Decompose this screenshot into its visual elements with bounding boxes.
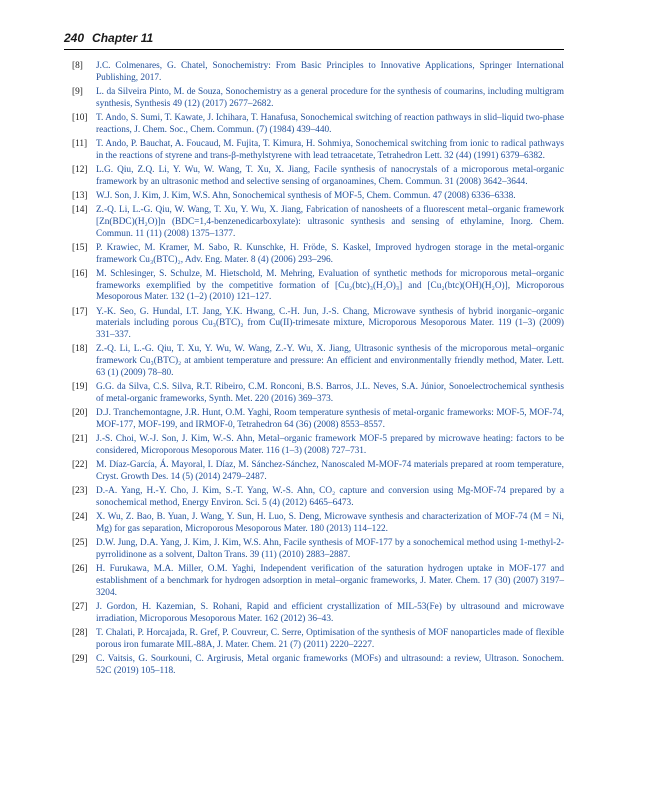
reference-item — [64, 486, 564, 509]
reference-number: [29] — [72, 653, 88, 664]
reference-item — [64, 87, 564, 110]
reference-text[interactable]: X. Wu, Z. Bao, B. Yuan, J. Wang, Y. Sun, H. Luo, S. Deng, Microwave synthesis and characterization of MOF-74 (M = Ni, Mg) for gas separation, Microporous Mesoporous Mater. 180 (2013) 114–122. — [96, 512, 564, 534]
chapter-title: Chapter 11 — [92, 31, 154, 45]
reference-number: [26] — [72, 564, 88, 575]
reference-number: [12] — [72, 165, 88, 175]
reference-item — [64, 408, 564, 431]
reference-item — [64, 460, 564, 483]
reference-item — [64, 344, 564, 379]
reference-text[interactable]: H. Furukawa, M.A. Miller, O.M. Yaghi, Independent verification of the saturation hydrogen uptake in MOF-177 and establishment of a benchmark for hydrogen adsorption in metal–organic frameworks, J. Mater. Chem. 17 (30) (2007) 3197–3204. — [96, 564, 564, 598]
reference-number: [27] — [72, 601, 88, 612]
reference-item — [64, 191, 564, 203]
reference-number: [22] — [72, 460, 88, 471]
reference-item — [64, 538, 564, 561]
reference-item — [64, 628, 564, 651]
reference-number: [17] — [72, 306, 88, 317]
reference-text[interactable]: C. Vaitsis, G. Sourkouni, C. Argirusis, Metal organic frameworks (MOFs) and ultrasound: a review, Ultrason. Sonochem. 52C (2019) 105–118. — [96, 653, 564, 676]
reference-item — [64, 434, 564, 457]
reference-item — [64, 113, 564, 136]
page-number: 240 — [64, 31, 85, 45]
reference-number: [11] — [72, 139, 88, 149]
reference-number: [13] — [72, 191, 88, 201]
reference-item — [64, 139, 564, 162]
reference-number: [25] — [72, 538, 88, 549]
reference-number: [18] — [72, 344, 88, 355]
reference-text[interactable]: Z.-Q. Li, L.-G. Qiu, T. Xu, Y. Wu, W. Wang, Z.-Y. Wu, X. Jiang, Ultrasonic synthesis of the microporous metal–organic framework Cu₃(BTC)₂ at ambient temperature and pressure: An efficient and environmentally friendly method, Mater. Lett. 63 (1) (2009) 78–80. — [96, 344, 564, 378]
reference-item — [64, 243, 564, 266]
reference-number: [8] — [72, 61, 83, 71]
reference-item — [64, 205, 564, 240]
reference-text[interactable]: Y.-K. Seo, G. Hundal, I.T. Jang, Y.K. Hwang, C.-H. Jun, J.-S. Chang, Microwave synthesis of hybrid inorganic–organic materials including porous Cu₃(BTC)₂ from Cu(II)-trimesate mixture, Microporous Mesoporous Mater. 119 (1–3) (2009) 331–337. — [96, 306, 564, 341]
reference-number: [20] — [72, 408, 88, 419]
reference-number: [23] — [72, 486, 88, 497]
reference-text[interactable]: P. Krawiec, M. Kramer, M. Sabo, R. Kunschke, H. Fröde, S. Kaskel, Improved hydrogen storage in the metal-organic framework Cu₃(BTC)₂, Adv. Eng. Mater. 8 (4) (2006) 293–296. — [96, 243, 564, 265]
reference-text[interactable]: T. Ando, P. Bauchat, A. Foucaud, M. Fujita, T. Kimura, H. Sohmiya, Sonochemical switching from ionic to radical pathways in the reactions of styrene and trans-β-methylstyrene with lead tetraacetate, Tetrahedron Lett. 32 (44) (1991) 6379–6382. — [96, 139, 564, 161]
reference-item — [64, 564, 564, 599]
reference-item — [64, 269, 564, 304]
reference-number: [19] — [72, 382, 88, 393]
reference-item — [64, 307, 564, 342]
reference-text[interactable]: D.-A. Yang, H.-Y. Cho, J. Kim, S.-T. Yang, W.-S. Ahn, CO₂ capture and conversion using Mg-MOF-74 prepared by a sonochemical method, Energy Environ. Sci. 5 (4) (2012) 6465–6473. — [96, 486, 564, 508]
reference-item — [64, 165, 564, 188]
header-rule — [64, 49, 564, 50]
reference-number: [10] — [72, 113, 88, 123]
reference-item — [64, 602, 564, 625]
reference-text[interactable]: D.J. Tranchemontagne, J.R. Hunt, O.M. Yaghi, Room temperature synthesis of metal-organic frameworks: MOF-5, MOF-74, MOF-177, MOF-199, and IRMOF-0, Tetrahedron 64 (36) (2008) 8553–8557. — [96, 408, 564, 430]
reference-number: [15] — [72, 243, 88, 253]
reference-number: [9] — [72, 87, 83, 97]
reference-text[interactable]: J.C. Colmenares, G. Chatel, Sonochemistry: From Basic Principles to Innovative Applications, Springer International Publishing, 2017. — [96, 61, 564, 83]
reference-text[interactable]: L. da Silveira Pinto, M. de Souza, Sonochemistry as a general procedure for the synthesis of coumarins, including multigram synthesis, Synthesis 49 (12) (2017) 2677–2682. — [96, 87, 564, 109]
reference-text[interactable]: J.-S. Choi, W.-J. Son, J. Kim, W.-S. Ahn, Metal–organic framework MOF-5 prepared by microwave heating: factors to be considered, Microporous Mesoporous Mater. 116 (1–3) (2008) 727–731. — [96, 434, 564, 456]
reference-number: [28] — [72, 627, 88, 638]
reference-text[interactable]: L.G. Qiu, Z.Q. Li, Y. Wu, W. Wang, T. Xu, X. Jiang, Facile synthesis of nanocrystals of a microporous metal-organic framework by an ultrasonic method and selective sensing of organoamines, Chem. Commun. 31 (2008) 3642–3644. — [96, 165, 564, 187]
reference-text[interactable]: M. Díaz-García, Á. Mayoral, I. Díaz, M. Sánchez-Sánchez, Nanoscaled M-MOF-74 materials prepared at room temperature, Cryst. Growth Des. 14 (5) (2014) 2479–2487. — [96, 460, 564, 482]
reference-item — [64, 512, 564, 535]
running-header — [64, 30, 564, 46]
reference-text[interactable]: Z.-Q. Li, L.-G. Qiu, W. Wang, T. Xu, Y. Wu, X. Jiang, Fabrication of nanosheets of a fluorescent metal–organic framework [Zn(BDC)(H₂O)]n (BDC=1,4-benzenedicarboxylate): ultrasonic synthesis and sensing of ethylamine, Inorg. Chem. Commun. 11 (11) (2008) 1375–1377. — [96, 205, 564, 239]
reference-text[interactable]: T. Chalati, P. Horcajada, R. Gref, P. Couvreur, C. Serre, Optimisation of the synthesis of MOF nanoparticles made of flexible porous iron fumarate MIL-88A, J. Mater. Chem. 21 (7) (2011) 2220–2227. — [96, 627, 564, 650]
reference-number: [24] — [72, 512, 88, 523]
reference-number: [21] — [72, 434, 88, 445]
reference-text[interactable]: G.G. da Silva, C.S. Silva, R.T. Ribeiro, C.M. Ronconi, B.S. Barros, J.L. Neves, S.A. Júnior, Sonoelectrochemical synthesis of metal-organic frameworks, Synth. Met. 220 (2016) 369–373. — [96, 382, 564, 404]
reference-number: [16] — [72, 269, 88, 279]
reference-text[interactable]: D.W. Jung, D.A. Yang, J. Kim, J. Kim, W.S. Ahn, Facile synthesis of MOF-177 by a sonochemical method using 1-methyl-2-pyrrolidinone as a solvent, Dalton Trans. 39 (11) (2010) 2883–2887. — [96, 538, 564, 560]
reference-list — [64, 61, 564, 680]
reference-text[interactable]: W.J. Son, J. Kim, J. Kim, W.S. Ahn, Sonochemical synthesis of MOF-5, Chem. Commun. 47 (2008) 6336–6338. — [96, 191, 516, 201]
reference-item — [64, 61, 564, 84]
reference-text[interactable]: J. Gordon, H. Kazemian, S. Rohani, Rapid and efficient crystallization of MIL-53(Fe) by ultrasound and microwave irradiation, Microporous Mesoporous Mater. 162 (2012) 36–43. — [96, 601, 564, 624]
reference-item — [64, 654, 564, 677]
reference-text[interactable]: M. Schlesinger, S. Schulze, M. Hietschold, M. Mehring, Evaluation of synthetic methods for microporous metal–organic frameworks exemplified by the competitive formation of [Cu₂(btc)₃(H₂O)₃] and [Cu₂(btc)(OH)(H₂O)], Microporous Mesoporous Mater. 132 (1–2) (2010) 121–127. — [96, 269, 564, 303]
reference-number: [14] — [72, 205, 88, 216]
reference-item — [64, 382, 564, 405]
reference-text[interactable]: T. Ando, S. Sumi, T. Kawate, J. Ichihara, T. Hanafusa, Sonochemical switching of reaction pathways in slid–liquid two-phase reactions, J. Chem. Soc., Chem. Commun. (7) (1984) 439–440. — [96, 113, 564, 135]
